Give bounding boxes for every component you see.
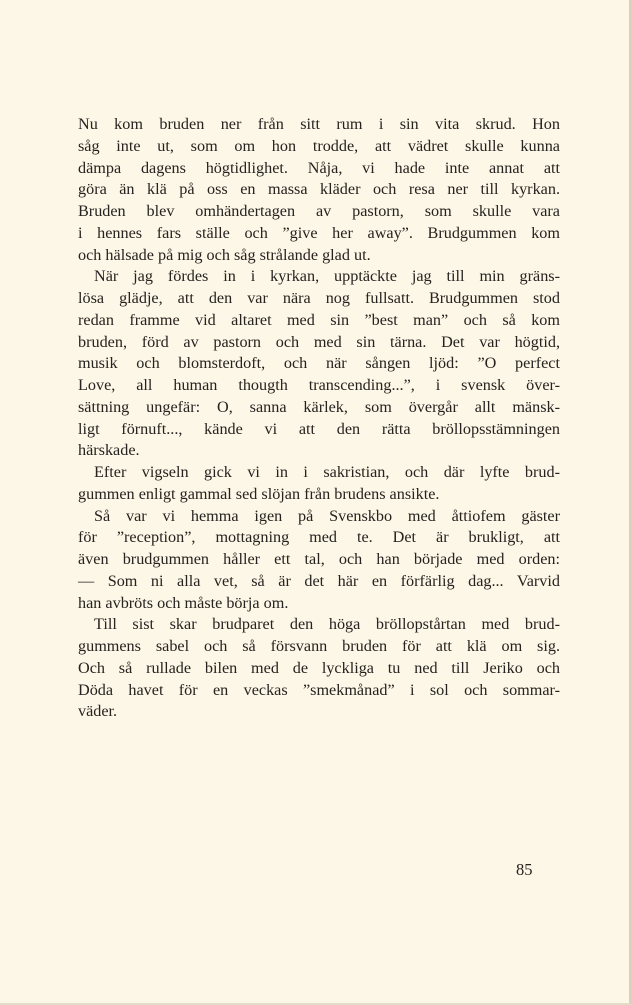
text-line: När jag fördes in i kyrkan, upptäckte jag till min gräns- [94,267,560,286]
page-number: 85 [516,860,533,879]
text-line: lösa glädje, att den var nära nog fullsatt. Brudgummen stod [78,289,560,307]
text-line: Till sist skar brudparet den höga bröllopstårtan med brud- [94,615,560,634]
text-line: sättning ungefär: O, sanna kärlek, som övergår allt mänsk- [78,397,560,416]
text-line: för ”reception”, mottagning med te. Det är brukligt, att [78,528,560,547]
text-line: Och så rullade bilen med de lyckliga tu ned till Jeriko och [78,658,560,677]
text-line: Bruden blev omhändertagen av pastorn, som skulle vara [78,202,560,220]
text-line: bruden, förd av pastorn och med sin tärna. Det var högtid, [78,332,560,351]
text-line: musik och blomsterdoft, och när sången ljöd: ”O perfect [78,354,560,373]
text-line: Döda havet för en veckas ”smekmånad” i sol och sommar- [78,680,560,699]
body-text [78,114,560,723]
text-line: han avbröts och måste börja om. [78,593,289,612]
text-line: redan framme vid altaret med sin ”best man” och så kom [78,310,560,329]
text-line: Nu kom bruden ner från sitt rum i sin vita skrud. Hon [78,115,560,133]
text-line: — Som ni alla vet, så är det här en förfärlig dag... Varvid [78,571,560,590]
text-line: ligt förnuft..., kände vi att den rätta bröllopsstämningen [78,419,560,438]
text-line: Love, all human thougth transcending...”, i svensk över- [78,376,560,394]
text-line: Så var vi hemma igen på Svenskbo med åttiofem gäster [94,506,560,525]
text-line: och hälsade på mig och såg strålande glad ut. [78,245,371,264]
text-line: gummens sabel och så försvann bruden för att klä om sig. [78,637,560,655]
text-line: göra än klä på oss en massa kläder och resa ner till kyrkan. [78,180,560,199]
text-line: härskade. [78,441,140,460]
text-line: även brudgummen håller ett tal, och han började med orden: [78,550,560,568]
text-line: såg inte ut, som om hon trodde, att vädret skulle kunna [78,136,560,155]
text-line: gummen enligt gammal sed slöjan från brudens ansikte. [78,484,440,503]
text-line: i hennes fars ställe och ”give her away”. Brudgummen kom [78,223,560,242]
text-line: dämpa dagens högtidlighet. Nåja, vi hade inte annat att [78,158,560,177]
text-line: Efter vigseln gick vi in i sakristian, och där lyfte brud- [94,463,560,481]
text-line: väder. [78,702,118,721]
